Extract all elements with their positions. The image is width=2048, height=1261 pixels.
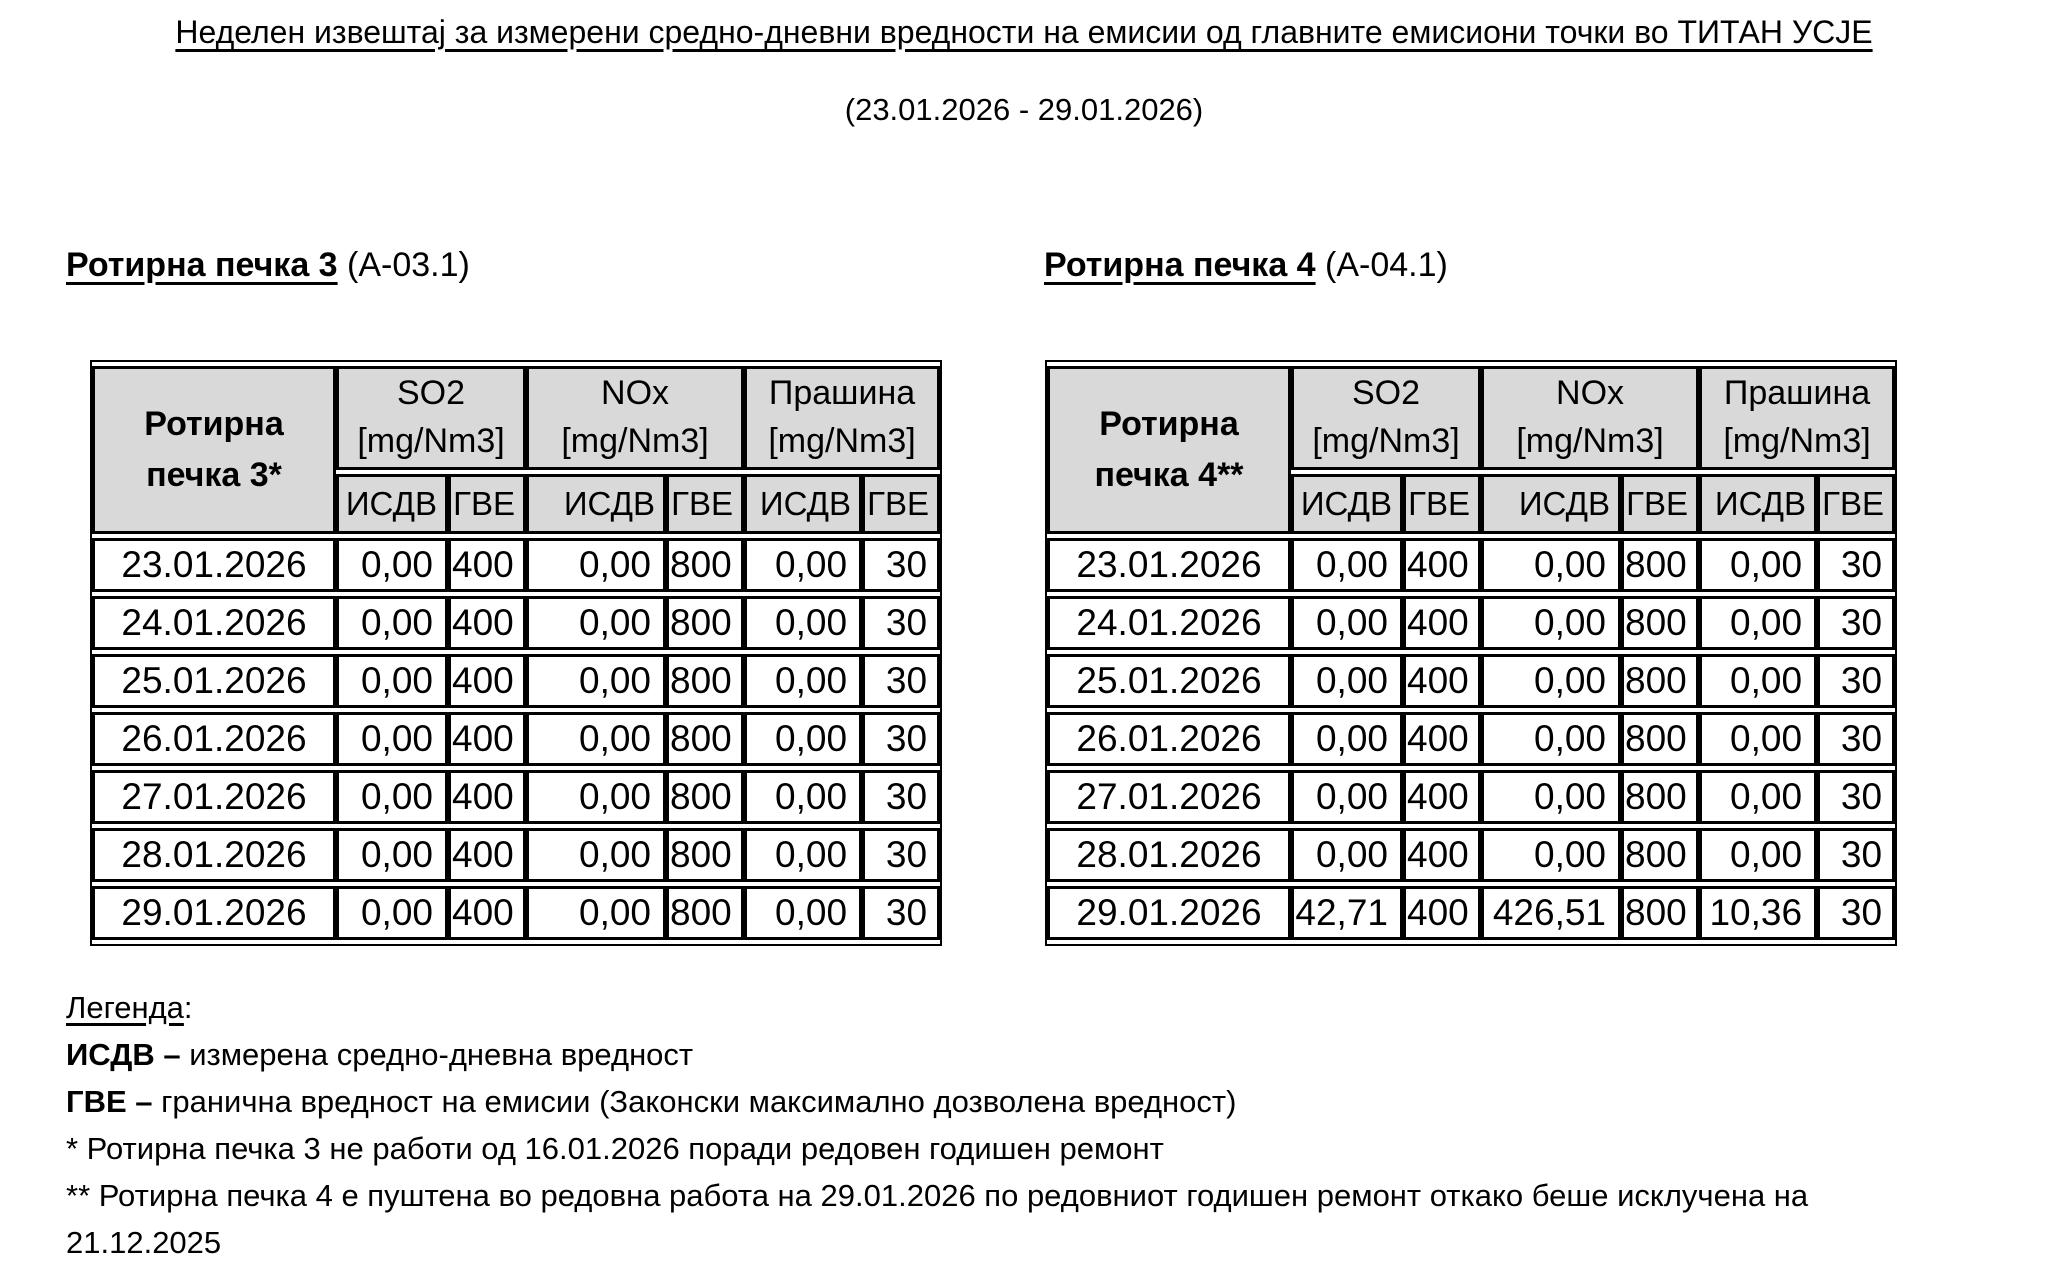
kiln3-section-code: (А-03.1) xyxy=(337,246,470,284)
value-cell: 0,00 xyxy=(744,828,862,882)
legend-title-colon: : xyxy=(183,990,193,1025)
value-cell: 0,00 xyxy=(336,886,448,940)
value-cell: 400 xyxy=(1403,770,1481,824)
legend-term: ИСДВ – xyxy=(66,1037,181,1072)
table-row xyxy=(92,770,940,824)
value-cell: 30 xyxy=(862,828,940,882)
date-cell: 26.01.2026 xyxy=(92,712,336,766)
pollutant-name: NOx xyxy=(601,374,670,413)
date-cell: 24.01.2026 xyxy=(1047,596,1291,650)
table-row xyxy=(1047,770,1895,824)
table-row xyxy=(92,886,940,940)
value-cell: 400 xyxy=(1403,596,1481,650)
table-row xyxy=(92,538,940,592)
value-cell: 400 xyxy=(448,886,526,940)
value-cell: 0,00 xyxy=(744,886,862,940)
value-cell: 0,00 xyxy=(1699,828,1817,882)
value-cell: 400 xyxy=(1403,654,1481,708)
value-cell: 0,00 xyxy=(744,654,862,708)
date-cell: 23.01.2026 xyxy=(1047,538,1291,592)
value-cell: 30 xyxy=(862,886,940,940)
kiln4-section-code: (А-04.1) xyxy=(1315,246,1448,284)
subheader-cell: ИСДВ xyxy=(744,474,862,534)
subheader-cell: ГВЕ xyxy=(862,474,940,534)
row-header-line2: печка 3* xyxy=(146,456,282,494)
subheader-cell: ГВЕ xyxy=(1817,474,1895,534)
row-header-line2: печка 4** xyxy=(1094,456,1244,494)
value-cell: 30 xyxy=(1817,886,1895,940)
value-cell: 800 xyxy=(1621,654,1699,708)
pollutant-unit: [mg/Nm3] xyxy=(1723,422,1871,460)
table-row xyxy=(92,828,940,882)
value-cell: 30 xyxy=(862,538,940,592)
value-cell: 0,00 xyxy=(744,712,862,766)
value-cell: 0,00 xyxy=(744,770,862,824)
value-cell: 0,00 xyxy=(1481,770,1621,824)
value-cell: 0,00 xyxy=(336,712,448,766)
pollutant-name: SO2 xyxy=(396,374,466,413)
value-cell: 800 xyxy=(666,596,744,650)
value-cell: 0,00 xyxy=(1291,654,1403,708)
value-cell: 0,00 xyxy=(1481,538,1621,592)
header-row-pollutants xyxy=(1047,366,1895,470)
value-cell: 800 xyxy=(666,828,744,882)
report-period: (23.01.2026 - 29.01.2026) xyxy=(844,92,1204,127)
value-cell: 30 xyxy=(1817,712,1895,766)
value-cell: 800 xyxy=(1621,538,1699,592)
kiln4-section-heading xyxy=(1044,246,1448,285)
value-cell: 400 xyxy=(1403,538,1481,592)
kiln3-emissions-table xyxy=(90,360,942,946)
value-cell: 30 xyxy=(1817,828,1895,882)
value-cell: 0,00 xyxy=(744,596,862,650)
legend-note-kiln3 xyxy=(66,1125,1906,1172)
value-cell: 0,00 xyxy=(744,538,862,592)
value-cell: 400 xyxy=(448,654,526,708)
subheader-cell: ИСДВ xyxy=(526,474,666,534)
legend-title-line xyxy=(66,984,1906,1031)
value-cell: 0,00 xyxy=(526,770,666,824)
value-cell: 400 xyxy=(1403,886,1481,940)
subheader-cell: ГВЕ xyxy=(1403,474,1481,534)
value-cell: 400 xyxy=(448,538,526,592)
value-cell: 0,00 xyxy=(526,828,666,882)
date-cell: 25.01.2026 xyxy=(1047,654,1291,708)
value-cell: 30 xyxy=(1817,538,1895,592)
subheader-cell: ИСДВ xyxy=(1481,474,1621,534)
row-header-cell xyxy=(1047,366,1291,534)
date-cell: 29.01.2026 xyxy=(92,886,336,940)
value-cell: 800 xyxy=(1621,596,1699,650)
legend-text: гранична вредност на емисии (Законски максимално дозволена вредност) xyxy=(152,1084,1237,1119)
pollutant-unit: [mg/Nm3] xyxy=(561,422,709,460)
value-cell: 400 xyxy=(1403,828,1481,882)
value-cell: 800 xyxy=(1621,770,1699,824)
table-row xyxy=(1047,712,1895,766)
value-cell: 0,00 xyxy=(1291,538,1403,592)
value-cell: 426,51 xyxy=(1481,886,1621,940)
value-cell: 0,00 xyxy=(526,538,666,592)
value-cell: 0,00 xyxy=(1481,712,1621,766)
date-cell: 28.01.2026 xyxy=(92,828,336,882)
table-row xyxy=(1047,538,1895,592)
value-cell: 0,00 xyxy=(1291,770,1403,824)
pollutant-unit: [mg/Nm3] xyxy=(768,422,916,460)
subheader-cell: ИСДВ xyxy=(1699,474,1817,534)
value-cell: 0,00 xyxy=(336,596,448,650)
header-row-pollutants xyxy=(92,366,940,470)
value-cell: 0,00 xyxy=(526,886,666,940)
value-cell: 0,00 xyxy=(336,654,448,708)
table-row xyxy=(1047,596,1895,650)
subheader-cell: ИСДВ xyxy=(336,474,448,534)
legend xyxy=(66,984,1906,1261)
value-cell: 30 xyxy=(862,770,940,824)
value-cell: 800 xyxy=(666,712,744,766)
pollutant-unit: [mg/Nm3] xyxy=(1312,422,1460,460)
date-cell: 27.01.2026 xyxy=(92,770,336,824)
report-title: Неделен извештај за измерени средно-дневни вредности на емисии од главните емисиони точки во ТИТАН УСЈЕ xyxy=(175,14,1873,50)
value-cell: 800 xyxy=(666,538,744,592)
value-cell: 30 xyxy=(1817,770,1895,824)
value-cell: 10,36 xyxy=(1699,886,1817,940)
legend-term: ГВЕ – xyxy=(66,1084,153,1119)
pollutant-unit: [mg/Nm3] xyxy=(357,422,505,460)
value-cell: 800 xyxy=(666,770,744,824)
value-cell: 800 xyxy=(666,654,744,708)
pollutant-header-nox xyxy=(1481,366,1699,470)
row-header-line1: Ротирна xyxy=(144,405,284,443)
subheader-cell: ГВЕ xyxy=(666,474,744,534)
value-cell: 0,00 xyxy=(1481,828,1621,882)
pollutant-name: Прашина xyxy=(768,374,916,413)
table-row xyxy=(92,596,940,650)
legend-text: измерена средно-дневна вредност xyxy=(180,1037,694,1072)
legend-note-kiln4 xyxy=(66,1172,1906,1261)
value-cell: 0,00 xyxy=(526,654,666,708)
value-cell: 800 xyxy=(1621,828,1699,882)
value-cell: 42,71 xyxy=(1291,886,1403,940)
date-cell: 24.01.2026 xyxy=(92,596,336,650)
value-cell: 0,00 xyxy=(1699,538,1817,592)
table-row xyxy=(1047,886,1895,940)
value-cell: 400 xyxy=(448,596,526,650)
row-header-cell xyxy=(92,366,336,534)
kiln4-emissions-table xyxy=(1045,360,1897,946)
legend-text: * Ротирна печка 3 не работи од 16.01.2026 поради редовен годишен ремонт xyxy=(66,1131,1164,1166)
pollutant-header-so2 xyxy=(336,366,526,470)
value-cell: 400 xyxy=(448,770,526,824)
table-row xyxy=(1047,828,1895,882)
date-cell: 27.01.2026 xyxy=(1047,770,1291,824)
value-cell: 0,00 xyxy=(526,596,666,650)
value-cell: 0,00 xyxy=(336,828,448,882)
value-cell: 0,00 xyxy=(1481,596,1621,650)
legend-item-gve xyxy=(66,1078,1906,1125)
value-cell: 400 xyxy=(1403,712,1481,766)
date-cell: 25.01.2026 xyxy=(92,654,336,708)
table-row xyxy=(1047,654,1895,708)
value-cell: 800 xyxy=(1621,886,1699,940)
value-cell: 0,00 xyxy=(1699,596,1817,650)
value-cell: 400 xyxy=(448,828,526,882)
date-cell: 28.01.2026 xyxy=(1047,828,1291,882)
value-cell: 30 xyxy=(862,596,940,650)
table-row xyxy=(92,712,940,766)
legend-item-isdv xyxy=(66,1031,1906,1078)
value-cell: 0,00 xyxy=(1699,712,1817,766)
kiln3-section-heading xyxy=(66,246,470,285)
pollutant-name: Прашина xyxy=(1723,374,1871,413)
value-cell: 30 xyxy=(1817,596,1895,650)
row-header-line1: Ротирна xyxy=(1099,405,1239,443)
value-cell: 0,00 xyxy=(336,770,448,824)
legend-text: ** Ротирна печка 4 е пуштена во редовна работа на 29.01.2026 по редовниот годишен ремонт откако беше исклучена на 21.12.2025 xyxy=(66,1178,1809,1260)
date-cell: 29.01.2026 xyxy=(1047,886,1291,940)
value-cell: 30 xyxy=(1817,654,1895,708)
kiln4-section-title: Ротирна печка 4 xyxy=(1044,246,1316,284)
value-cell: 0,00 xyxy=(1291,828,1403,882)
pollutant-header-dust xyxy=(744,366,940,470)
value-cell: 0,00 xyxy=(1699,654,1817,708)
subheader-cell: ГВЕ xyxy=(1621,474,1699,534)
value-cell: 400 xyxy=(448,712,526,766)
value-cell: 800 xyxy=(666,886,744,940)
legend-title: Легенда xyxy=(66,990,184,1025)
value-cell: 30 xyxy=(862,654,940,708)
pollutant-header-nox xyxy=(526,366,744,470)
value-cell: 800 xyxy=(1621,712,1699,766)
value-cell: 30 xyxy=(862,712,940,766)
pollutant-name: SO2 xyxy=(1351,374,1421,413)
value-cell: 0,00 xyxy=(1291,712,1403,766)
value-cell: 0,00 xyxy=(1481,654,1621,708)
pollutant-header-so2 xyxy=(1291,366,1481,470)
date-cell: 26.01.2026 xyxy=(1047,712,1291,766)
pollutant-header-dust xyxy=(1699,366,1895,470)
pollutant-unit: [mg/Nm3] xyxy=(1516,422,1664,460)
subheader-cell: ГВЕ xyxy=(448,474,526,534)
table-row xyxy=(92,654,940,708)
value-cell: 0,00 xyxy=(526,712,666,766)
pollutant-name: NOx xyxy=(1556,374,1625,413)
value-cell: 0,00 xyxy=(336,538,448,592)
value-cell: 0,00 xyxy=(1291,596,1403,650)
subheader-cell: ИСДВ xyxy=(1291,474,1403,534)
kiln3-section-title: Ротирна печка 3 xyxy=(66,246,338,284)
value-cell: 0,00 xyxy=(1699,770,1817,824)
date-cell: 23.01.2026 xyxy=(92,538,336,592)
